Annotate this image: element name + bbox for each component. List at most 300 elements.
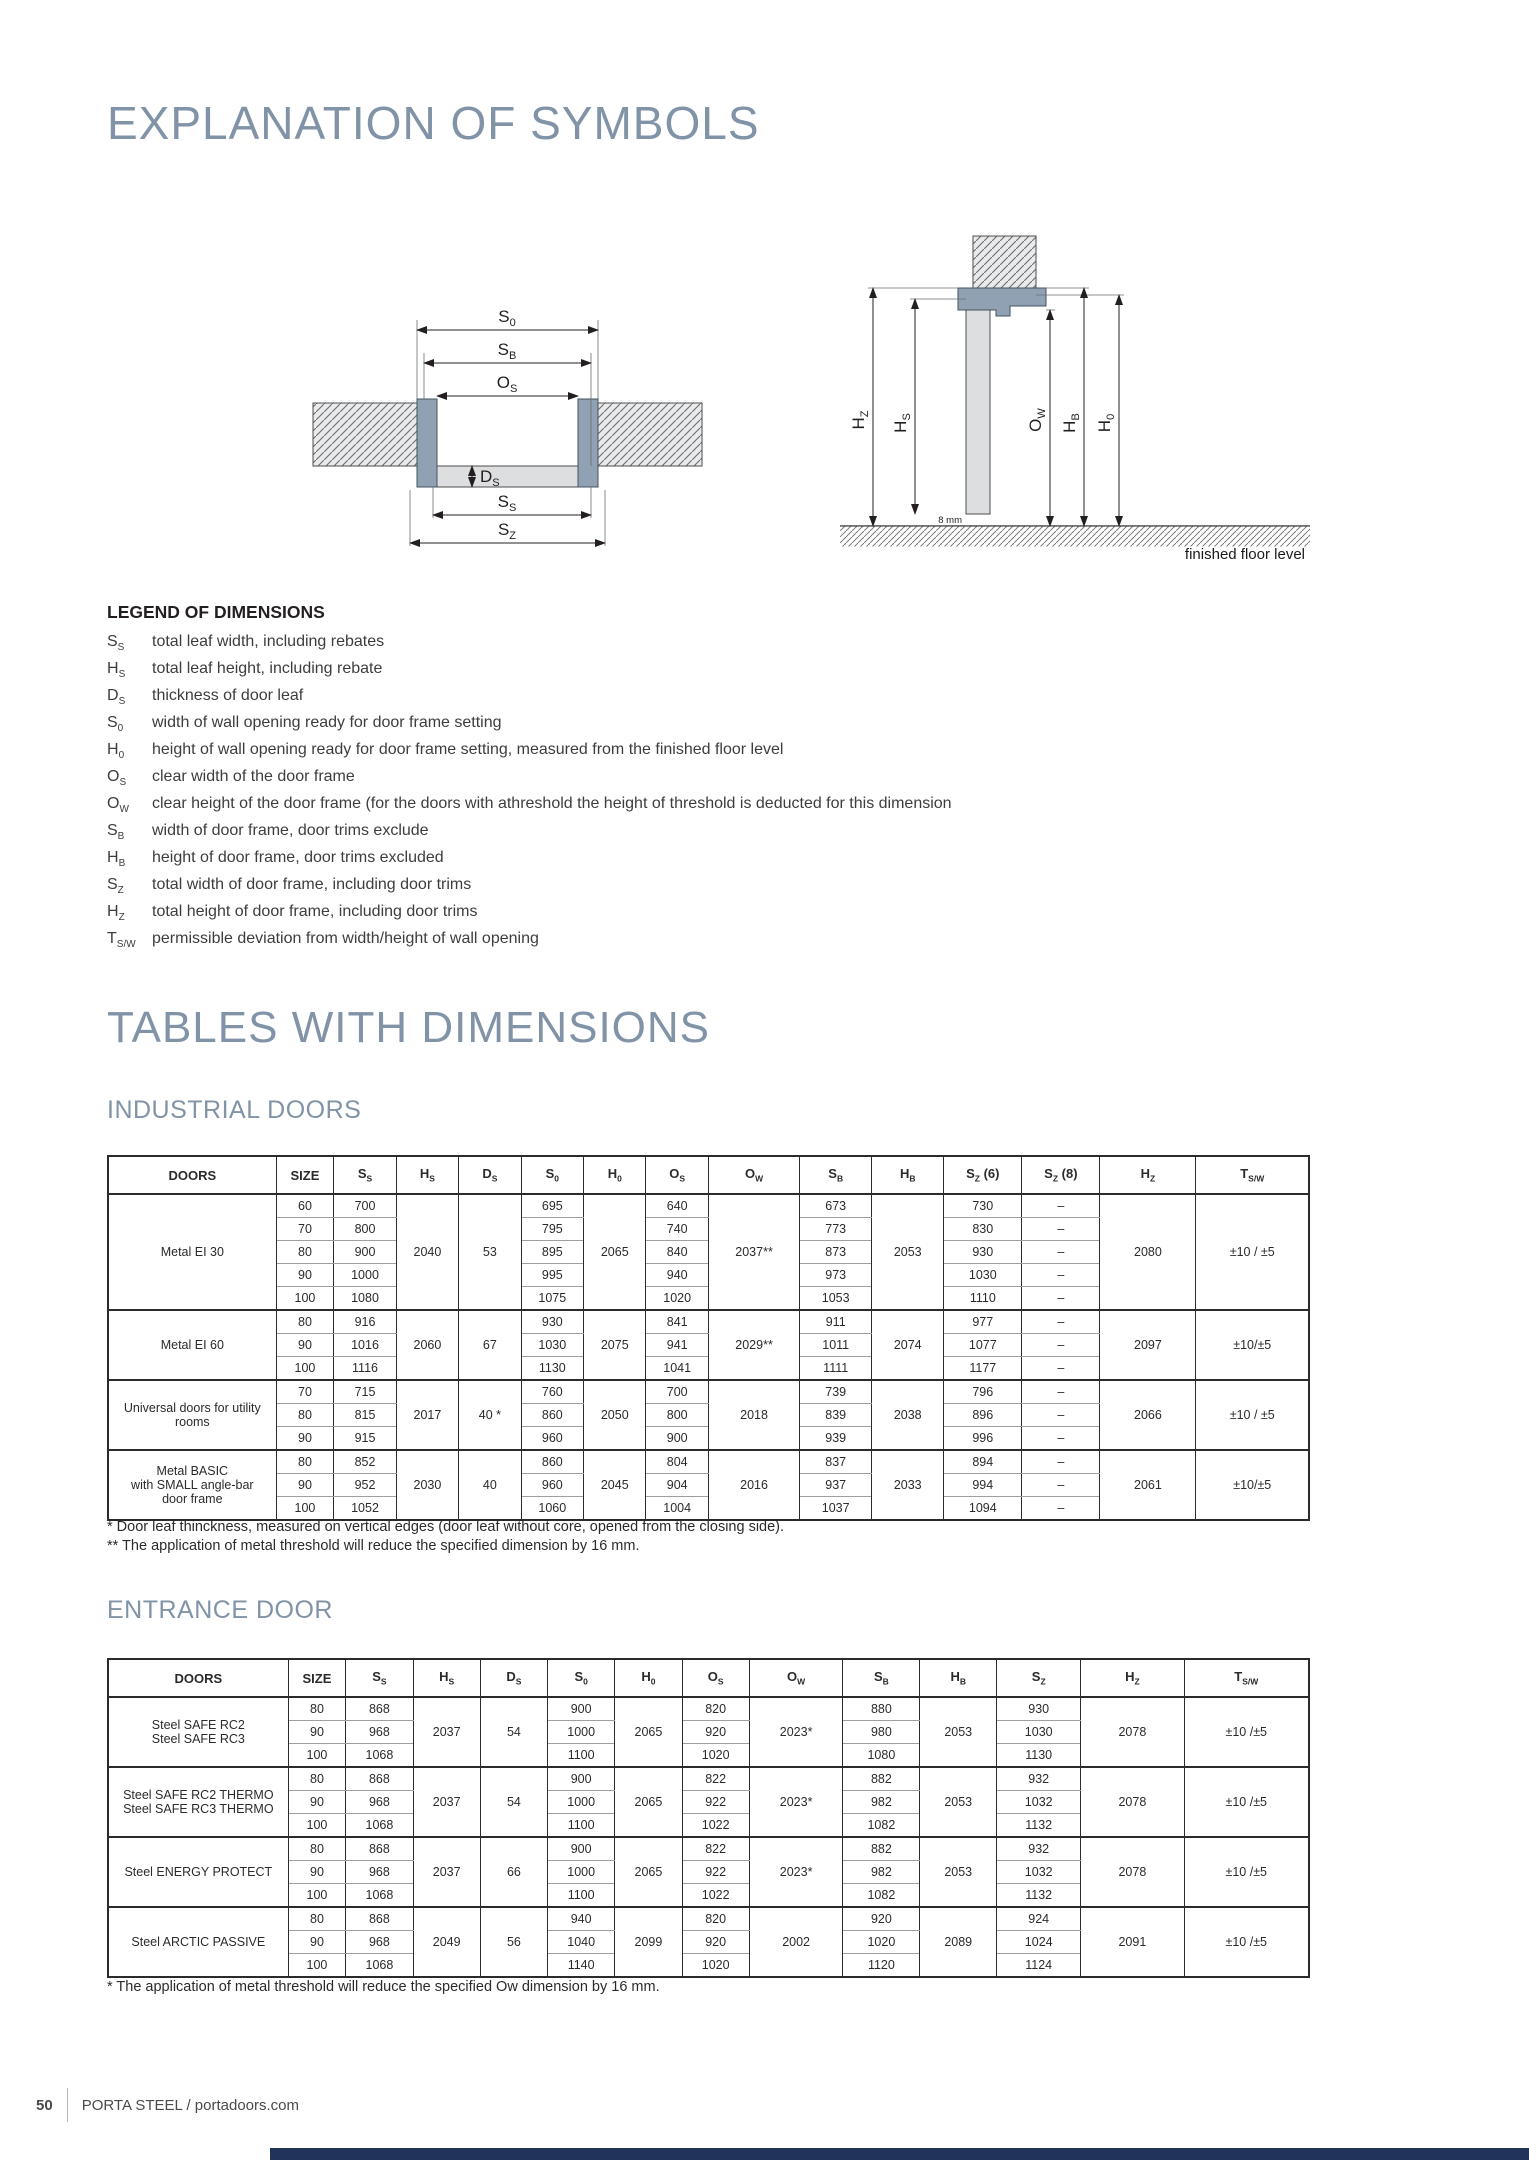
column-header: $S_Z$ (6) [944, 1156, 1022, 1194]
value-cell: 800 [334, 1218, 396, 1241]
value-cell: 2037 [413, 1697, 480, 1767]
value-cell: 868 [346, 1767, 413, 1791]
value-cell: 1068 [346, 1814, 413, 1838]
column-header: SIZE [276, 1156, 334, 1194]
value-cell: ±10 / ±5 [1196, 1194, 1309, 1310]
value-cell: 100 [276, 1287, 334, 1311]
value-cell: 90 [276, 1264, 334, 1287]
value-cell: 960 [521, 1474, 583, 1497]
value-cell: 100 [288, 1884, 346, 1908]
value-cell: 915 [334, 1427, 396, 1451]
table-row [108, 1907, 1309, 1931]
value-cell: 911 [800, 1310, 872, 1334]
value-cell: 90 [288, 1721, 346, 1744]
dimension-label-sz: $S_Z$ [497, 520, 517, 542]
legend-symbol: $S_S$ [107, 633, 125, 654]
dimension-label-os: $O_S$ [496, 373, 518, 395]
column-header: $S_0$ [521, 1156, 583, 1194]
value-cell: 894 [944, 1450, 1022, 1474]
value-cell: 100 [288, 1954, 346, 1978]
value-cell: 1053 [800, 1287, 872, 1311]
value-cell: 2053 [872, 1194, 944, 1310]
value-cell: 852 [334, 1450, 396, 1474]
value-cell: 939 [800, 1427, 872, 1451]
legend-description: height of door frame, door trims excluded [152, 849, 444, 866]
value-cell: 2078 [1081, 1767, 1184, 1837]
value-cell: 80 [276, 1241, 334, 1264]
value-cell: 820 [682, 1697, 749, 1721]
legend-description: thickness of door leaf [152, 687, 304, 704]
value-cell: 80 [288, 1907, 346, 1931]
value-cell: 54 [480, 1767, 547, 1837]
value-cell: 90 [276, 1427, 334, 1451]
value-cell: 882 [843, 1767, 920, 1791]
value-cell: 1016 [334, 1334, 396, 1357]
value-cell: 1100 [548, 1744, 615, 1768]
value-cell: 80 [276, 1310, 334, 1334]
column-header: $D_S$ [459, 1156, 521, 1194]
legend-heading: LEGEND OF DIMENSIONS [107, 602, 325, 622]
value-cell: – [1022, 1380, 1100, 1404]
door-leaf [433, 466, 591, 487]
value-cell: 2080 [1100, 1194, 1196, 1310]
value-cell: 1077 [944, 1334, 1022, 1357]
column-header: $S_Z$ (8) [1022, 1156, 1100, 1194]
dimension-label-hb: $H_B$ [1060, 413, 1082, 433]
legend-symbol: $O_W$ [107, 795, 129, 816]
gap-8mm-label: 8 mm [938, 515, 962, 526]
value-cell: 895 [521, 1241, 583, 1264]
value-cell: 60 [276, 1194, 334, 1218]
value-cell: 932 [997, 1837, 1081, 1861]
bottom-accent-bar [270, 2148, 1529, 2160]
value-cell: 995 [521, 1264, 583, 1287]
doors-cell: Steel SAFE RC2 THERMO Steel SAFE RC3 THERMO [108, 1767, 288, 1837]
value-cell: 900 [334, 1241, 396, 1264]
dimension-label-ss: $S_S$ [497, 492, 517, 514]
value-cell: – [1022, 1194, 1100, 1218]
value-cell: 1020 [682, 1954, 749, 1978]
entrance-table-wrap [107, 1658, 1310, 1978]
header-row [108, 1156, 1309, 1194]
footer-text: PORTA STEEL / portadoors.com [81, 2096, 299, 2114]
legend-symbol: $H_S$ [107, 660, 126, 681]
value-cell: 80 [288, 1837, 346, 1861]
value-cell: 930 [997, 1697, 1081, 1721]
value-cell: 930 [944, 1241, 1022, 1264]
section-view-diagram [840, 225, 1320, 565]
value-cell: 1030 [997, 1721, 1081, 1744]
legend-description: height of wall opening ready for door frame setting, measured from the finished floor level [152, 741, 784, 758]
value-cell: 1120 [843, 1954, 920, 1978]
legend-symbol: $O_S$ [107, 768, 127, 789]
footer-divider [67, 2088, 68, 2122]
column-header: $H_B$ [872, 1156, 944, 1194]
value-cell: 740 [646, 1218, 708, 1241]
value-cell: 739 [800, 1380, 872, 1404]
column-header: $O_W$ [749, 1659, 843, 1697]
value-cell: 839 [800, 1404, 872, 1427]
floor-hatch [840, 527, 1310, 547]
column-header: $H_Z$ [1081, 1659, 1184, 1697]
value-cell: 80 [288, 1767, 346, 1791]
value-cell: 1075 [521, 1287, 583, 1311]
plan-view-diagram [300, 300, 710, 560]
value-cell: 940 [548, 1907, 615, 1931]
value-cell: 873 [800, 1241, 872, 1264]
doors-cell: Steel ARCTIC PASSIVE [108, 1907, 288, 1977]
column-header: $T_{S/W}$ [1184, 1659, 1309, 1697]
value-cell: 868 [346, 1697, 413, 1721]
wall-section-right [598, 403, 702, 466]
value-cell: 922 [682, 1861, 749, 1884]
value-cell: 1030 [521, 1334, 583, 1357]
column-header: $O_S$ [682, 1659, 749, 1697]
value-cell: 1022 [682, 1884, 749, 1908]
legend-description: total leaf height, including rebate [152, 660, 383, 677]
value-cell: 1024 [997, 1931, 1081, 1954]
value-cell: 940 [646, 1264, 708, 1287]
value-cell: 700 [646, 1380, 708, 1404]
value-cell: 968 [346, 1931, 413, 1954]
value-cell: ±10 /±5 [1184, 1767, 1309, 1837]
value-cell: 982 [843, 1861, 920, 1884]
value-cell: 996 [944, 1427, 1022, 1451]
value-cell: 2060 [396, 1310, 458, 1380]
value-cell: 924 [997, 1907, 1081, 1931]
value-cell: 952 [334, 1474, 396, 1497]
value-cell: – [1022, 1427, 1100, 1451]
legend-symbol: $T_{S/W}$ [107, 930, 136, 951]
dimension-lines [873, 288, 1119, 526]
value-cell: 2074 [872, 1310, 944, 1380]
legend-item [107, 768, 1347, 795]
value-cell: 977 [944, 1310, 1022, 1334]
page-footer [36, 2088, 299, 2122]
legend-item [107, 849, 1347, 876]
column-header: $H_S$ [396, 1156, 458, 1194]
value-cell: 54 [480, 1697, 547, 1767]
legend-symbol: $S_B$ [107, 822, 125, 843]
legend-item [107, 795, 1347, 822]
header-row [108, 1659, 1309, 1697]
value-cell: 2018 [708, 1380, 799, 1450]
value-cell: 968 [346, 1861, 413, 1884]
value-cell: 1032 [997, 1791, 1081, 1814]
column-header: $O_W$ [708, 1156, 799, 1194]
value-cell: 2049 [413, 1907, 480, 1977]
frame-profile-right [578, 399, 598, 487]
column-header: $S_0$ [548, 1659, 615, 1697]
value-cell: ±10 / ±5 [1196, 1380, 1309, 1450]
value-cell: 1037 [800, 1497, 872, 1521]
legend-description: clear width of the door frame [152, 768, 355, 785]
value-cell: 1022 [682, 1814, 749, 1838]
value-cell: 1041 [646, 1357, 708, 1381]
value-cell: 715 [334, 1380, 396, 1404]
value-cell: ±10 /±5 [1184, 1907, 1309, 1977]
value-cell: 968 [346, 1791, 413, 1814]
value-cell: 1080 [843, 1744, 920, 1768]
value-cell: 920 [682, 1931, 749, 1954]
value-cell: 930 [521, 1310, 583, 1334]
column-header: $H_Z$ [1100, 1156, 1196, 1194]
legend-symbol: $H_Z$ [107, 903, 125, 924]
value-cell: – [1022, 1357, 1100, 1381]
entrance-door-table [107, 1658, 1310, 1978]
doors-cell: Metal EI 30 [108, 1194, 276, 1310]
value-cell: 1020 [843, 1931, 920, 1954]
value-cell: 1094 [944, 1497, 1022, 1521]
value-cell: 80 [276, 1404, 334, 1427]
value-cell: 1130 [997, 1744, 1081, 1768]
value-cell: 820 [682, 1907, 749, 1931]
dimension-label-hs: $H_S$ [891, 413, 913, 433]
value-cell: ±10/±5 [1196, 1310, 1309, 1380]
doors-cell: Metal EI 60 [108, 1310, 276, 1380]
legend-item [107, 660, 1347, 687]
legend-item [107, 714, 1347, 741]
value-cell: 796 [944, 1380, 1022, 1404]
page-number: 50 [36, 2096, 53, 2114]
value-cell: 90 [276, 1334, 334, 1357]
value-cell: – [1022, 1264, 1100, 1287]
value-cell: 2078 [1081, 1697, 1184, 1767]
value-cell: 2037** [708, 1194, 799, 1310]
value-cell: 1068 [346, 1744, 413, 1768]
value-cell: 70 [276, 1218, 334, 1241]
value-cell: 2002 [749, 1907, 843, 1977]
value-cell: 40 [459, 1450, 521, 1520]
value-cell: 900 [646, 1427, 708, 1451]
value-cell: 2089 [920, 1907, 997, 1977]
value-cell: ±10 /±5 [1184, 1837, 1309, 1907]
value-cell: 2065 [615, 1697, 682, 1767]
value-cell: 2045 [584, 1450, 646, 1520]
value-cell: 90 [288, 1791, 346, 1814]
value-cell: 1130 [521, 1357, 583, 1381]
doors-cell: Steel SAFE RC2 Steel SAFE RC3 [108, 1697, 288, 1767]
value-cell: 2097 [1100, 1310, 1196, 1380]
legend-item [107, 903, 1347, 930]
dimension-label-sb: $S_B$ [497, 340, 517, 362]
value-cell: 2023* [749, 1837, 843, 1907]
dimension-label-ow: $O_W$ [1026, 408, 1048, 432]
legend-symbol: $H_B$ [107, 849, 126, 870]
legend-description: total leaf width, including rebates [152, 633, 385, 650]
value-cell: 822 [682, 1837, 749, 1861]
value-cell: 2075 [584, 1310, 646, 1380]
value-cell: 900 [548, 1767, 615, 1791]
value-cell: 2099 [615, 1907, 682, 1977]
doors-cell: Steel ENERGY PROTECT [108, 1837, 288, 1907]
value-cell: 1004 [646, 1497, 708, 1521]
table-row [108, 1310, 1309, 1334]
value-cell: 2061 [1100, 1450, 1196, 1520]
value-cell: 2016 [708, 1450, 799, 1520]
value-cell: – [1022, 1310, 1100, 1334]
value-cell: 2091 [1081, 1907, 1184, 1977]
value-cell: 804 [646, 1450, 708, 1474]
column-header: $H_0$ [584, 1156, 646, 1194]
value-cell: 2050 [584, 1380, 646, 1450]
value-cell: – [1022, 1218, 1100, 1241]
value-cell: 1068 [346, 1954, 413, 1978]
column-header: $S_S$ [334, 1156, 396, 1194]
value-cell: 2053 [920, 1767, 997, 1837]
column-header: $D_S$ [480, 1659, 547, 1697]
value-cell: 2030 [396, 1450, 458, 1520]
value-cell: 100 [276, 1357, 334, 1381]
value-cell: 2017 [396, 1380, 458, 1450]
value-cell: 960 [521, 1427, 583, 1451]
value-cell: 100 [288, 1814, 346, 1838]
value-cell: 1000 [334, 1264, 396, 1287]
page-title: EXPLANATION OF SYMBOLS [107, 97, 760, 149]
value-cell: 1111 [800, 1357, 872, 1381]
value-cell: 968 [346, 1721, 413, 1744]
value-cell: 830 [944, 1218, 1022, 1241]
legend-item [107, 687, 1347, 714]
value-cell: 2029** [708, 1310, 799, 1380]
value-cell: 67 [459, 1310, 521, 1380]
value-cell: 1000 [548, 1791, 615, 1814]
value-cell: 730 [944, 1194, 1022, 1218]
industrial-doors-table [107, 1155, 1310, 1521]
value-cell: 880 [843, 1697, 920, 1721]
value-cell: 1068 [346, 1884, 413, 1908]
doors-cell: Universal doors for utility rooms [108, 1380, 276, 1450]
value-cell: 1030 [944, 1264, 1022, 1287]
value-cell: 1020 [646, 1287, 708, 1311]
value-cell: – [1022, 1450, 1100, 1474]
finished-floor-level-label: finished floor level [1184, 546, 1305, 563]
table-row [108, 1837, 1309, 1861]
value-cell: 1132 [997, 1884, 1081, 1908]
value-cell: 837 [800, 1450, 872, 1474]
value-cell: – [1022, 1334, 1100, 1357]
value-cell: 773 [800, 1218, 872, 1241]
value-cell: 80 [276, 1450, 334, 1474]
value-cell: 2038 [872, 1380, 944, 1450]
value-cell: 56 [480, 1907, 547, 1977]
value-cell: ±10/±5 [1196, 1450, 1309, 1520]
column-header: DOORS [108, 1156, 276, 1194]
column-header: $O_S$ [646, 1156, 708, 1194]
value-cell: 80 [288, 1697, 346, 1721]
legend-description: total height of door frame, including door trims [152, 903, 478, 920]
value-cell: 994 [944, 1474, 1022, 1497]
dimension-label-s0: $S_0$ [498, 307, 516, 329]
value-cell: 1000 [548, 1861, 615, 1884]
value-cell: 860 [521, 1450, 583, 1474]
value-cell: 2037 [413, 1767, 480, 1837]
legend-item [107, 876, 1347, 903]
value-cell: 973 [800, 1264, 872, 1287]
value-cell: 2065 [615, 1767, 682, 1837]
legend-symbol: $D_S$ [107, 687, 126, 708]
value-cell: 800 [646, 1404, 708, 1427]
value-cell: 900 [548, 1837, 615, 1861]
value-cell: 2033 [872, 1450, 944, 1520]
legend-symbol: $H_0$ [107, 741, 125, 762]
value-cell: 1132 [997, 1814, 1081, 1838]
value-cell: 100 [276, 1497, 334, 1521]
value-cell: 882 [843, 1837, 920, 1861]
column-header: DOORS [108, 1659, 288, 1697]
dimension-label-hz: $H_Z$ [849, 410, 871, 430]
footnote: ** The application of metal threshold will reduce the specified dimension by 16 mm. [107, 1538, 640, 1554]
value-cell: 941 [646, 1334, 708, 1357]
table-row [108, 1380, 1309, 1404]
column-header: $S_Z$ [997, 1659, 1081, 1697]
value-cell: 1052 [334, 1497, 396, 1521]
value-cell: 700 [334, 1194, 396, 1218]
column-header: $H_0$ [615, 1659, 682, 1697]
column-header: SIZE [288, 1659, 346, 1697]
wall-section-left [313, 403, 417, 466]
value-cell: 90 [288, 1861, 346, 1884]
value-cell: 1100 [548, 1884, 615, 1908]
value-cell: 2023* [749, 1767, 843, 1837]
value-cell: 860 [521, 1404, 583, 1427]
entrance-door-heading: ENTRANCE DOOR [107, 1596, 333, 1624]
dimension-label-ds: $D_S$ [480, 467, 500, 489]
value-cell: 868 [346, 1837, 413, 1861]
column-header: $S_B$ [800, 1156, 872, 1194]
door-leaf [966, 299, 990, 514]
value-cell: 1011 [800, 1334, 872, 1357]
value-cell: 2023* [749, 1697, 843, 1767]
industrial-footnotes [107, 1518, 1207, 1556]
column-header: $H_B$ [920, 1659, 997, 1697]
table-row [108, 1194, 1309, 1218]
value-cell: 1110 [944, 1287, 1022, 1311]
value-cell: 1116 [334, 1357, 396, 1381]
value-cell: 2065 [584, 1194, 646, 1310]
table-row [108, 1697, 1309, 1721]
table-row [108, 1767, 1309, 1791]
value-cell: 937 [800, 1474, 872, 1497]
value-cell: – [1022, 1241, 1100, 1264]
legend-item [107, 930, 1347, 957]
value-cell: 1000 [548, 1721, 615, 1744]
value-cell: 1082 [843, 1814, 920, 1838]
legend-section [107, 602, 1347, 957]
value-cell: 922 [682, 1791, 749, 1814]
dimension-lines [410, 330, 605, 543]
value-cell: 1100 [548, 1814, 615, 1838]
entrance-footnote: * The application of metal threshold will reduce the specified Ow dimension by 16 mm. [107, 1979, 660, 1995]
value-cell: 70 [276, 1380, 334, 1404]
value-cell: 920 [682, 1721, 749, 1744]
value-cell: 1124 [997, 1954, 1081, 1978]
value-cell: – [1022, 1497, 1100, 1521]
legend-item [107, 741, 1347, 768]
value-cell: 868 [346, 1907, 413, 1931]
value-cell: 916 [334, 1310, 396, 1334]
value-cell: 900 [548, 1697, 615, 1721]
column-header: $S_B$ [843, 1659, 920, 1697]
footnote: * Door leaf thinckness, measured on vertical edges (door leaf without core, opened from the closing side). [107, 1519, 785, 1535]
industrial-doors-heading: INDUSTRIAL DOORS [107, 1096, 362, 1124]
legend-description: total width of door frame, including door trims [152, 876, 472, 893]
dimension-label-h0: $H_0$ [1095, 413, 1117, 433]
value-cell: 1177 [944, 1357, 1022, 1381]
value-cell: 904 [646, 1474, 708, 1497]
value-cell: 920 [843, 1907, 920, 1931]
column-header: $S_S$ [346, 1659, 413, 1697]
